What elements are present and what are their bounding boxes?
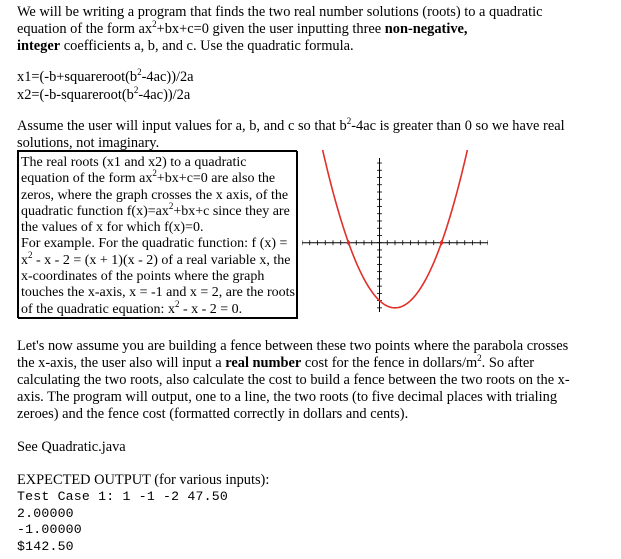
fence-paragraph: Let's now assume you are building a fence between these two points where the parabola crosses the x-axis, the user also will input a real number cost for the fence in dollars/$m^2$. So after calculating the two roots, also calculate the cost to build a fence between the two roots on the x-axis. The program will output, one to a line, the two roots (to five decimal places with trialing zeroes) and the fence cost (formatted correctly in dollars and cents).: [17, 338, 570, 422]
roots-explanation-text: The real roots (x1 and x2) to a quadratic equation of the form $ax^2+bx+c=0$ are also the zeros, where the graph crosses the x axis, of the quadratic function $f(x)=ax^2+bx+c$ since they are the values of x for which f(x)=0. For example. For the quadratic function: f $(x) = x^2 - x - 2 = (x + 1)(x - 2)$ of a real variable x, the x-coordinates of the points where the graph touches the x-axis, x = -1 and x = 2, are the roots of the quadratic equation: $x^2 - x - 2 = 0$.: [18, 151, 298, 319]
parabola-graph-svg: [302, 150, 488, 318]
parabola-graph: [302, 150, 488, 318]
root-point: [440, 241, 444, 245]
expected-output-line-3: -1.00000: [17, 522, 82, 537]
formula-x2: $x2=(-b-squareroot(b^2-4ac))/2a$: [17, 85, 191, 103]
bold-real-number: real number: [225, 355, 302, 371]
expected-output-heading: EXPECTED OUTPUT (for various inputs):: [17, 472, 270, 488]
formula-x1: $x1=(-b+squareroot(b^2-4ac))/2a$: [17, 67, 194, 85]
root-point: [347, 241, 351, 245]
intro-paragraph: We will be writing a program that finds the two real number solutions (roots) to a quadratic equation of the form $ax^2+bx+c=0$ given the user inputting three non-negative, integer coefficients a, b, and c. Use the quadratic formula.: [17, 4, 543, 54]
expected-output-line-1: Test Case 1: 1 -1 -2 47.50: [17, 489, 228, 504]
parabola-curve: [320, 150, 471, 308]
bold-non-negative: non-negative,: [384, 21, 468, 37]
assume-paragraph: Assume the user will input values for a, b, and c so that $b^2-4ac$ is greater than 0 so we have real solutions, not imaginary.: [17, 116, 565, 151]
expected-output-line-2: 2.00000: [17, 506, 74, 521]
bold-integer: integer: [17, 38, 61, 54]
see-quadratic-link-text: See Quadratic.java: [17, 439, 126, 455]
roots-explanation-box: [17, 150, 297, 318]
expected-output-line-4: $142.50: [17, 539, 74, 554]
